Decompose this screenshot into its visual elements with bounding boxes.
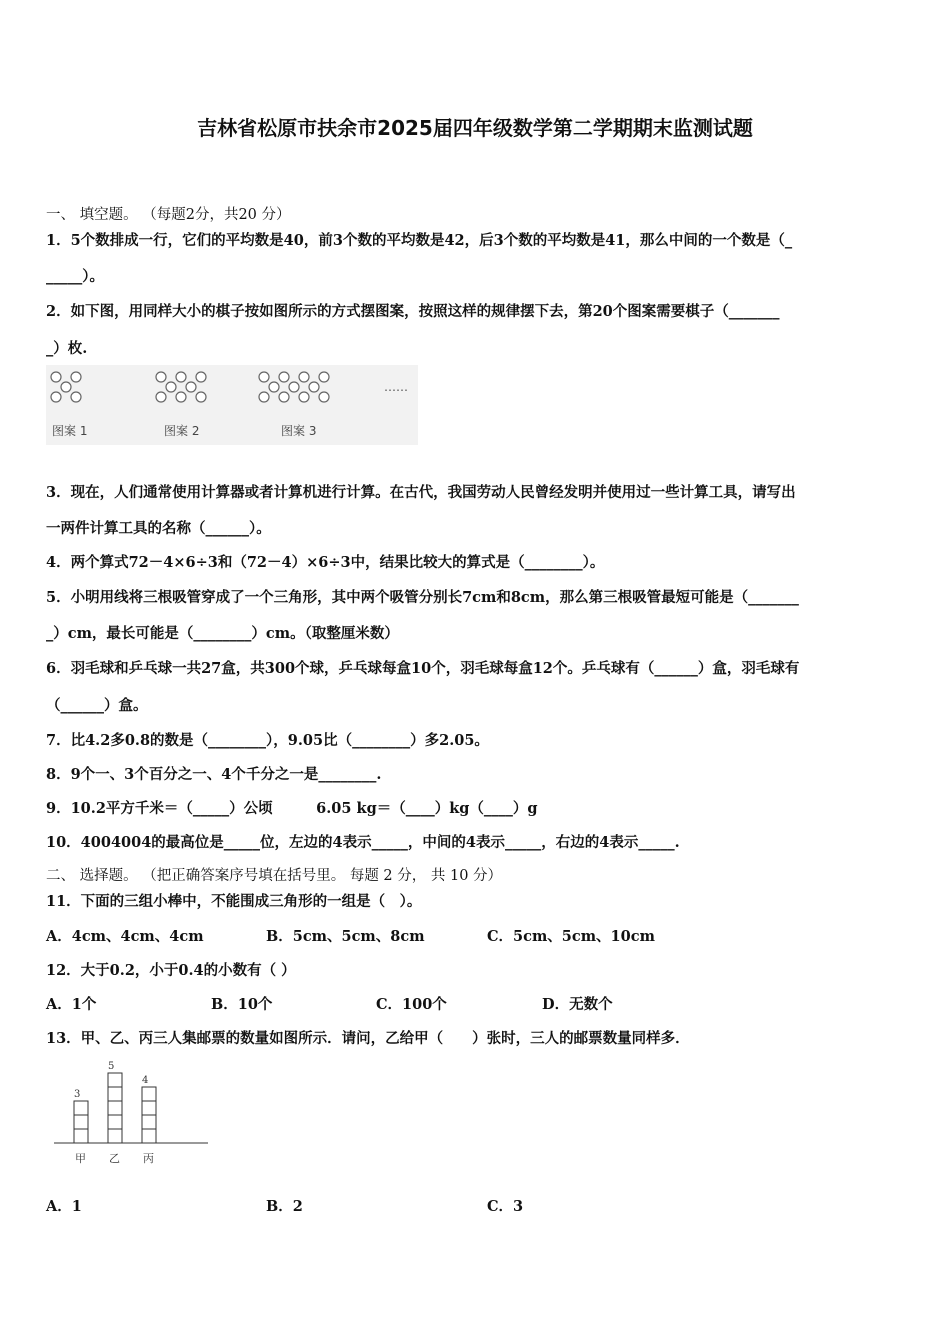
section-2-heading: 二、 选择题。 （把正确答案序号填在括号里。 每题 2 分， 共 10 分） (46, 868, 503, 884)
stamp-square-乙-3 (108, 1101, 122, 1115)
question-1-line-1: 1．5个数排成一行，它们的平均数是40，前3个数的平均数是42，后3个数的平均数是41，那么中间的一个数是（_ (46, 232, 793, 249)
question-3-line-1: 3．现在，人们通常使用计算器或者计算机进行计算。在古代，我国劳动人民曾经发明并使用过一些计算工具，请写出 (46, 484, 796, 501)
section-1-heading: 一、 填空题。 （每题2分，共20 分） (46, 207, 291, 223)
stamp-square-甲-3 (74, 1101, 88, 1115)
stamp-square-甲-1 (74, 1129, 88, 1143)
q12-option-d: D．无数个 (542, 996, 613, 1013)
bar-value-label: 4 (142, 1075, 149, 1086)
q13-option-c: C．3 (487, 1198, 524, 1215)
q12-option-b: B．10个 (211, 996, 273, 1013)
question-2-line-2: _）枚. (46, 340, 88, 357)
question-2-line-1: 2．如下图，用同样大小的棋子按如图所示的方式摆图案，按照这样的规律摆下去，第20个图案需要棋子（_______ (46, 303, 780, 320)
page-title: 吉林省松原市扶余市2025届四年级数学第二学期期末监测试题 (197, 116, 753, 140)
bar-value-label: 3 (74, 1089, 81, 1100)
question-5-line-2: _）cm，最长可能是（________）cm。（取整厘米数） (46, 625, 399, 642)
q11-option-a: A．4cm、4cm、4cm (46, 928, 204, 945)
stamp-square-丙-4 (142, 1087, 156, 1101)
q12-option-c: C．100个 (376, 996, 447, 1013)
category-label: 乙 (109, 1152, 120, 1165)
question-3-line-2: 一两件计算工具的名称（______）。 (46, 520, 271, 537)
question-1-line-2: _____）。 (46, 268, 104, 285)
q13-option-b: B．2 (266, 1198, 303, 1215)
question-8: 8．9个一、3个百分之一、4个千分之一是________. (46, 766, 382, 783)
question-11: 11．下面的三组小棒中，不能围成三角形的一组是（ ）。 (46, 893, 422, 910)
q12-option-a: A．1个 (46, 996, 97, 1013)
question-10: 10．4004004的最高位是_____位，左边的4表示_____，中间的4表示_____，右边的4表示_____. (46, 834, 680, 851)
pattern-ellipsis: …… (384, 380, 408, 394)
category-label: 甲 (75, 1152, 86, 1165)
question-7: 7．比4.2多0.8的数是（________），9.05比（________）多2.05。 (46, 732, 489, 749)
question-12: 12．大于0.2，小于0.4的小数有（ ） (46, 962, 296, 979)
stamp-square-乙-4 (108, 1087, 122, 1101)
stamp-square-乙-2 (108, 1115, 122, 1129)
stamp-square-乙-1 (108, 1129, 122, 1143)
question-4: 4．两个算式72－4×6÷3和（72－4）×6÷3中，结果比较大的算式是（________）。 (46, 554, 605, 571)
bar-value-label: 5 (108, 1061, 115, 1072)
question-6-line-2: （______）盒。 (46, 697, 148, 714)
category-label: 丙 (143, 1152, 154, 1165)
pattern-label-1: 图案 1 (52, 424, 88, 438)
q11-option-b: B．5cm、5cm、8cm (266, 928, 425, 945)
stamp-square-乙-5 (108, 1073, 122, 1087)
question-5-line-1: 5．小明用线将三根吸管穿成了一个三角形，其中两个吸管分别长7cm和8cm，那么第三根吸管最短可能是（_______ (46, 589, 799, 606)
question-9: 9．10.2平方千米＝（_____）公顷 6.05 kg＝（____）kg（____）g (46, 800, 538, 817)
pattern-figure (46, 365, 418, 445)
pattern-label-3: 图案 3 (281, 424, 317, 438)
stamp-chart (50, 1052, 210, 1168)
question-6-line-1: 6．羽毛球和乒乓球一共27盒，共300个球，乒乓球每盒10个，羽毛球每盒12个。乒乓球有（______）盒，羽毛球有 (46, 660, 800, 677)
stamp-square-丙-2 (142, 1115, 156, 1129)
question-13: 13．甲、乙、丙三人集邮票的数量如图所示．请问，乙给甲（ ）张时，三人的邮票数量同样多． (46, 1030, 690, 1047)
pattern-figure-background (46, 365, 418, 445)
pattern-label-2: 图案 2 (164, 424, 200, 438)
stamp-square-丙-3 (142, 1101, 156, 1115)
q11-option-c: C．5cm、5cm、10cm (487, 928, 655, 945)
stamp-square-丙-1 (142, 1129, 156, 1143)
stamp-square-甲-2 (74, 1115, 88, 1129)
q13-option-a: A．1 (46, 1198, 82, 1215)
